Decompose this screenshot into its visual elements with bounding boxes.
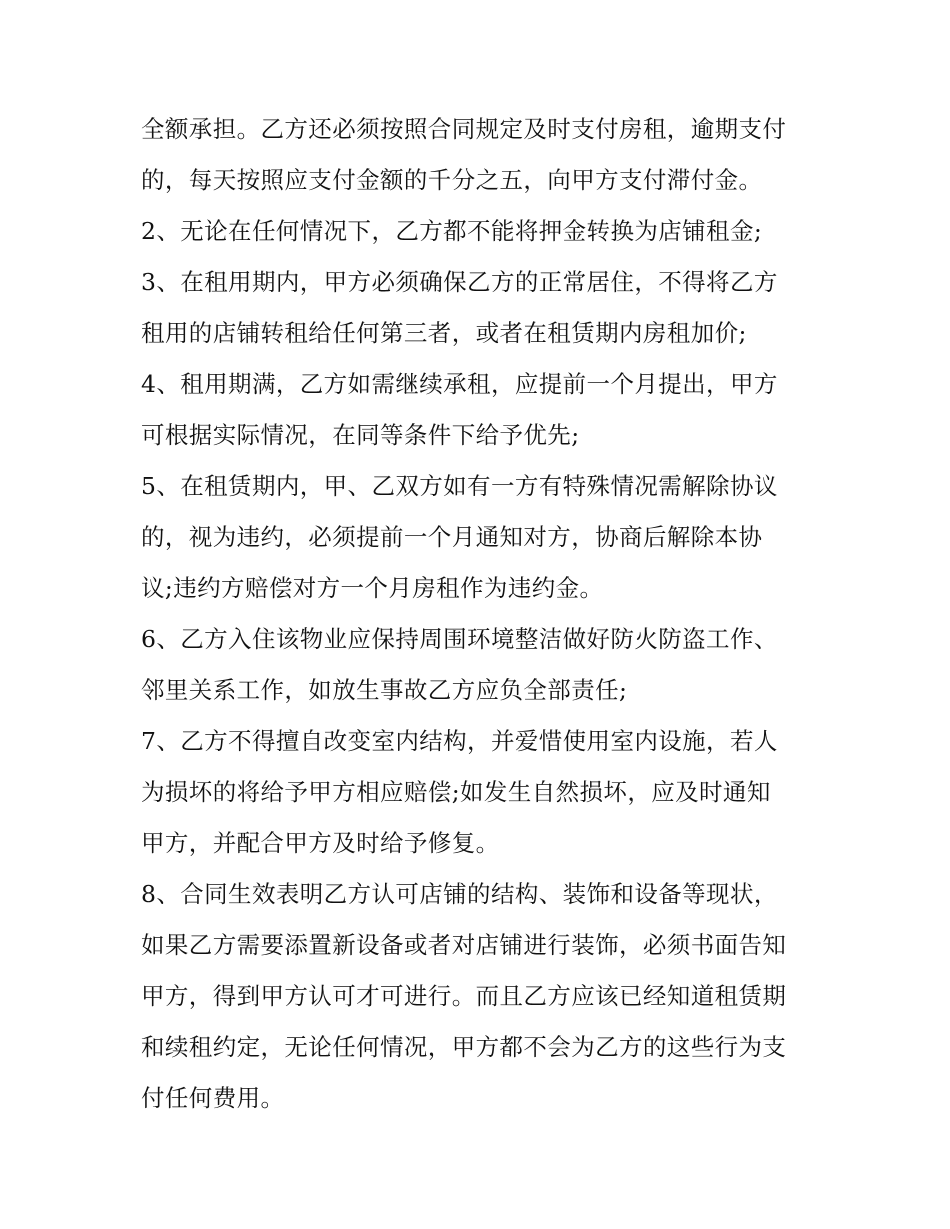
- text-line: 租用的店铺转租给任何第三者，或者在租赁期内房租加价;: [141, 319, 747, 347]
- text-line: 邻里关系工作，如放生事故乙方应负全部责任;: [141, 676, 628, 704]
- text-line: 付任何费用。: [141, 1084, 285, 1112]
- text-line: 的，每天按照应支付金额的千分之五，向甲方支付滞付金。: [141, 166, 763, 194]
- text-line: 甲方，得到甲方认可才可进行。而且乙方应该已经知道租赁期: [141, 982, 787, 1010]
- text-line: 和续租约定，无论任何情况，甲方都不会为乙方的这些行为支: [141, 1033, 787, 1061]
- clause-3: 3、在租用期内，甲方必须确保乙方的正常居住，不得将乙方: [141, 268, 778, 296]
- text-line: 全额承担。乙方还必须按照合同规定及时支付房租，逾期支付: [141, 115, 787, 143]
- text-line: 可根据实际情况，在同等条件下给予优先;: [141, 421, 580, 449]
- text-line: 为损坏的将给予甲方相应赔偿;如发生自然损坏，应及时通知: [141, 778, 771, 806]
- text-line: 如果乙方需要添置新设备或者对店铺进行装饰，必须书面告知: [141, 931, 787, 959]
- text-line: 的，视为违约，必须提前一个月通知对方，协商后解除本协: [141, 523, 763, 551]
- clause-6: 6、乙方入住该物业应保持周围环境整洁做好防火防盗工作、: [141, 625, 778, 653]
- clause-8: 8、合同生效表明乙方认可店铺的结构、装饰和设备等现状，: [141, 880, 778, 908]
- document-body: [141, 104, 821, 1124]
- clause-2: 2、无论在任何情况下，乙方都不能将押金转换为店铺租金;: [141, 217, 763, 245]
- text-line: 甲方，并配合甲方及时给予修复。: [141, 829, 500, 857]
- clause-4: 4、租用期满，乙方如需继续承租，应提前一个月提出，甲方: [141, 370, 778, 398]
- clause-5: 5、在租赁期内，甲、乙双方如有一方有特殊情况需解除协议: [141, 472, 778, 500]
- text-line: 议;违约方赔偿对方一个月房租作为违约金。: [141, 574, 604, 602]
- clause-7: 7、乙方不得擅自改变室内结构，并爱惜使用室内设施，若人: [141, 727, 778, 755]
